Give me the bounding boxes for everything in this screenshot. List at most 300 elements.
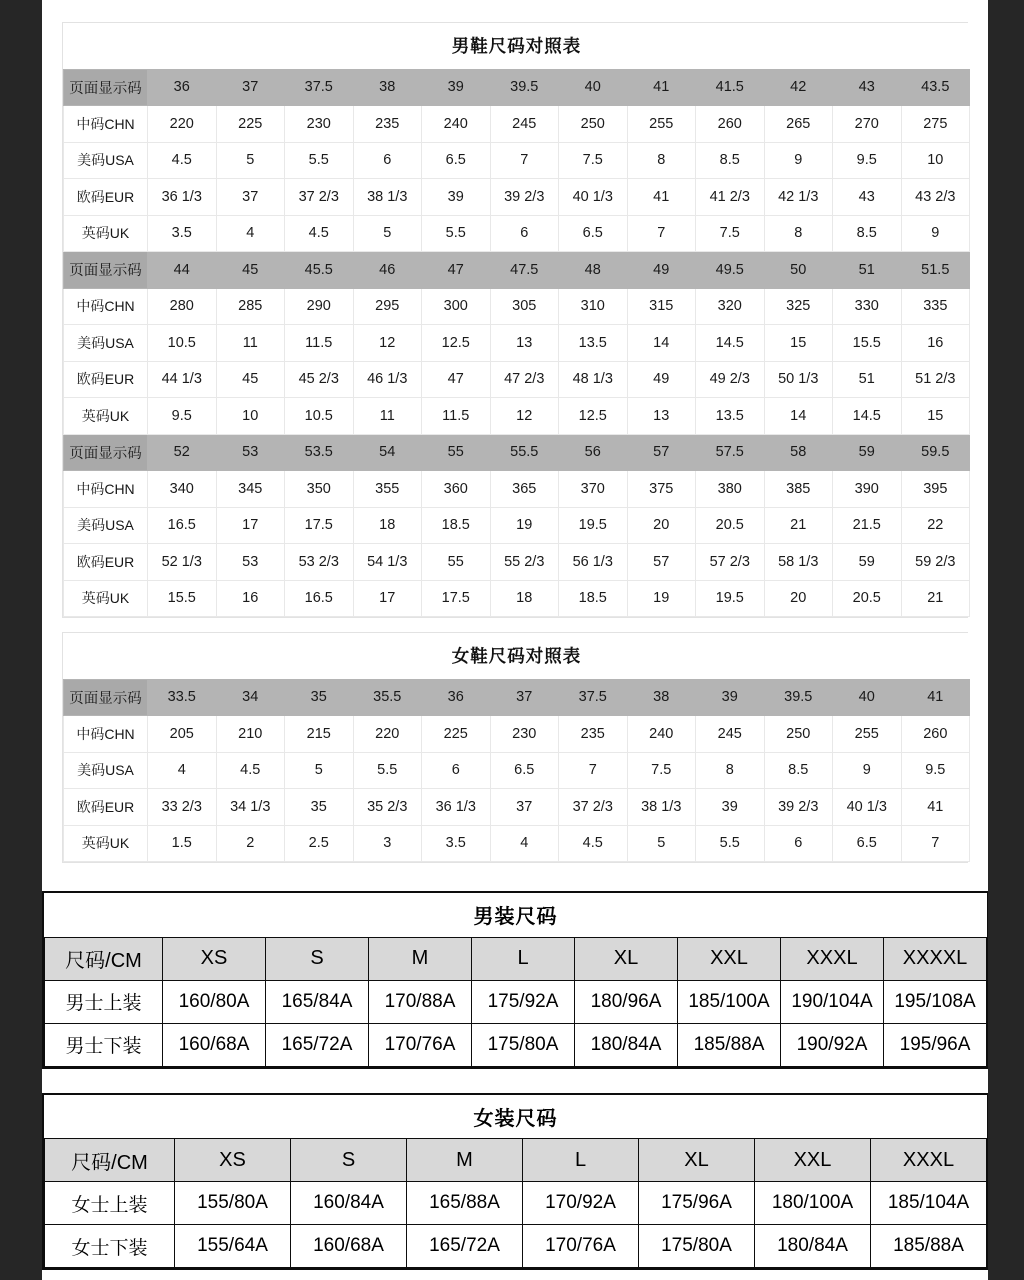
table-cell: 12.5: [422, 325, 491, 362]
table-cell: 53.5: [285, 434, 354, 471]
table-cell: 4.5: [285, 215, 354, 252]
table-cell: 370: [559, 471, 628, 508]
table-cell: 49.5: [696, 252, 765, 289]
table-cell: 49: [627, 361, 696, 398]
table-cell: 8.5: [696, 142, 765, 179]
table-cell: 46 1/3: [353, 361, 422, 398]
table-cell: 55 2/3: [490, 544, 559, 581]
size-header-cell: L: [523, 1139, 639, 1182]
table-cell: 175/80A: [639, 1225, 755, 1268]
table-cell: 11: [216, 325, 285, 362]
table-cell: 1.5: [148, 825, 217, 862]
table-cell: 36 1/3: [148, 179, 217, 216]
table-row: [64, 179, 970, 216]
table-cell: 18: [490, 580, 559, 617]
table-cell: 51: [833, 252, 902, 289]
row-label: 男士上装: [45, 980, 163, 1023]
table-cell: 17: [353, 580, 422, 617]
table-cell: 37.5: [559, 679, 628, 716]
size-header-cell: M: [369, 937, 472, 980]
table-cell: 19.5: [696, 580, 765, 617]
corner-label: 尺码/CM: [45, 937, 163, 980]
table-cell: 245: [490, 106, 559, 143]
table-cell: 41: [627, 69, 696, 106]
table-row: [64, 471, 970, 508]
table-cell: 44: [148, 252, 217, 289]
row-label: 中码CHN: [64, 288, 148, 325]
table-cell: 36: [148, 69, 217, 106]
table-row: [64, 288, 970, 325]
table-cell: 12: [490, 398, 559, 435]
table-cell: 10.5: [148, 325, 217, 362]
row-label: 女士上装: [45, 1182, 175, 1225]
table-cell: 41: [901, 679, 970, 716]
table-cell: 310: [559, 288, 628, 325]
table-cell: 53 2/3: [285, 544, 354, 581]
table-cell: 170/88A: [369, 980, 472, 1023]
table-cell: 2.5: [285, 825, 354, 862]
row-label: 页面显示码: [64, 434, 148, 471]
table-cell: 39 2/3: [764, 789, 833, 826]
table-row: [64, 325, 970, 362]
table-cell: 9: [764, 142, 833, 179]
table-row: [64, 252, 970, 289]
table-cell: 18.5: [422, 507, 491, 544]
table-cell: 35 2/3: [353, 789, 422, 826]
table-cell: 41.5: [696, 69, 765, 106]
table-cell: 45: [216, 252, 285, 289]
table-cell: 13: [490, 325, 559, 362]
table-cell: 7.5: [559, 142, 628, 179]
table-cell: 37: [216, 69, 285, 106]
table-row: [64, 716, 970, 753]
table-cell: 185/88A: [678, 1023, 781, 1066]
table-row: [64, 361, 970, 398]
size-chart-page: [42, 0, 988, 1280]
table-row: [64, 434, 970, 471]
table-cell: 180/96A: [575, 980, 678, 1023]
table-cell: 355: [353, 471, 422, 508]
table-cell: 47 2/3: [490, 361, 559, 398]
table-cell: 39: [696, 789, 765, 826]
table-cell: 3: [353, 825, 422, 862]
table-row: [45, 1023, 987, 1066]
table-row: [64, 679, 970, 716]
table-cell: 185/104A: [871, 1182, 987, 1225]
table-cell: 285: [216, 288, 285, 325]
table-cell: 5.5: [353, 752, 422, 789]
table-cell: 35: [285, 789, 354, 826]
table-cell: 37 2/3: [285, 179, 354, 216]
table-cell: 220: [353, 716, 422, 753]
table-header-row: [45, 1139, 987, 1182]
size-header-cell: XXXL: [871, 1139, 987, 1182]
table-cell: 47: [422, 361, 491, 398]
table-cell: 20: [764, 580, 833, 617]
table-cell: 21: [764, 507, 833, 544]
table-cell: 8: [696, 752, 765, 789]
table-cell: 5: [627, 825, 696, 862]
table-cell: 295: [353, 288, 422, 325]
table-cell: 14: [627, 325, 696, 362]
size-header-cell: XS: [175, 1139, 291, 1182]
table-cell: 56: [559, 434, 628, 471]
table-cell: 240: [627, 716, 696, 753]
table-cell: 21: [901, 580, 970, 617]
men-shoe-size-card: [62, 22, 968, 618]
table-row: [45, 1225, 987, 1268]
table-cell: 8: [764, 215, 833, 252]
table-cell: 34 1/3: [216, 789, 285, 826]
table-cell: 195/108A: [884, 980, 987, 1023]
table-row: [64, 142, 970, 179]
table-cell: 41: [901, 789, 970, 826]
table-cell: 57: [627, 544, 696, 581]
table-cell: 10: [216, 398, 285, 435]
size-header-cell: XL: [575, 937, 678, 980]
table-row: [64, 106, 970, 143]
table-cell: 7: [901, 825, 970, 862]
table-cell: 16: [901, 325, 970, 362]
table-cell: 33.5: [148, 679, 217, 716]
row-label: 美码USA: [64, 752, 148, 789]
table-cell: 190/104A: [781, 980, 884, 1023]
table-cell: 22: [901, 507, 970, 544]
table-cell: 14: [764, 398, 833, 435]
table-cell: 170/92A: [523, 1182, 639, 1225]
table-cell: 19: [627, 580, 696, 617]
row-label: 英码UK: [64, 825, 148, 862]
row-label: 英码UK: [64, 398, 148, 435]
row-label: 欧码EUR: [64, 179, 148, 216]
size-header-cell: XS: [163, 937, 266, 980]
table-cell: 39: [696, 679, 765, 716]
table-cell: 4: [216, 215, 285, 252]
table-cell: 38 1/3: [627, 789, 696, 826]
table-cell: 9: [833, 752, 902, 789]
table-cell: 16.5: [285, 580, 354, 617]
table-cell: 155/64A: [175, 1225, 291, 1268]
table-cell: 39: [422, 179, 491, 216]
table-cell: 43: [833, 179, 902, 216]
men-clothing-size-card: [42, 891, 988, 1069]
table-cell: 57.5: [696, 434, 765, 471]
table-cell: 12: [353, 325, 422, 362]
row-label: 美码USA: [64, 142, 148, 179]
table-cell: 59: [833, 434, 902, 471]
table-cell: 14.5: [696, 325, 765, 362]
table-cell: 20.5: [833, 580, 902, 617]
table-row: [64, 789, 970, 826]
table-cell: 330: [833, 288, 902, 325]
women-shoe-size-card: [62, 632, 968, 863]
table-cell: 7.5: [696, 215, 765, 252]
table-cell: 335: [901, 288, 970, 325]
row-label: 欧码EUR: [64, 544, 148, 581]
table-cell: 40 1/3: [559, 179, 628, 216]
table-cell: 170/76A: [369, 1023, 472, 1066]
table-cell: 39 2/3: [490, 179, 559, 216]
table-cell: 48: [559, 252, 628, 289]
table-cell: 58 1/3: [764, 544, 833, 581]
table-cell: 380: [696, 471, 765, 508]
table-cell: 185/100A: [678, 980, 781, 1023]
table-row: [45, 980, 987, 1023]
table-cell: 37: [490, 789, 559, 826]
size-header-cell: XXXL: [781, 937, 884, 980]
table-cell: 39: [422, 69, 491, 106]
table-cell: 180/84A: [755, 1225, 871, 1268]
table-cell: 59: [833, 544, 902, 581]
table-cell: 275: [901, 106, 970, 143]
row-label: 女士下装: [45, 1225, 175, 1268]
table-cell: 44 1/3: [148, 361, 217, 398]
table-cell: 21.5: [833, 507, 902, 544]
table-cell: 8.5: [833, 215, 902, 252]
table-cell: 38: [627, 679, 696, 716]
table-cell: 51 2/3: [901, 361, 970, 398]
table-cell: 340: [148, 471, 217, 508]
table-row: [64, 398, 970, 435]
row-label: 男士下装: [45, 1023, 163, 1066]
table-cell: 35: [285, 679, 354, 716]
table-cell: 9.5: [901, 752, 970, 789]
women_clothing-title-row: [45, 1095, 987, 1139]
row-label: 欧码EUR: [64, 361, 148, 398]
men_clothing-title: 男装尺码: [45, 893, 987, 937]
table-cell: 160/68A: [291, 1225, 407, 1268]
table-cell: 320: [696, 288, 765, 325]
table-cell: 240: [422, 106, 491, 143]
table-cell: 15: [901, 398, 970, 435]
table-cell: 53: [216, 544, 285, 581]
table-cell: 48 1/3: [559, 361, 628, 398]
table-cell: 165/72A: [407, 1225, 523, 1268]
row-label: 页面显示码: [64, 679, 148, 716]
table-cell: 7.5: [627, 752, 696, 789]
table-cell: 42: [764, 69, 833, 106]
table-cell: 165/72A: [266, 1023, 369, 1066]
table-cell: 205: [148, 716, 217, 753]
table-cell: 11.5: [285, 325, 354, 362]
table-cell: 225: [422, 716, 491, 753]
table-cell: 37.5: [285, 69, 354, 106]
table-cell: 385: [764, 471, 833, 508]
size-header-cell: S: [291, 1139, 407, 1182]
table-cell: 13: [627, 398, 696, 435]
table-cell: 3.5: [148, 215, 217, 252]
table-cell: 170/76A: [523, 1225, 639, 1268]
table-cell: 235: [353, 106, 422, 143]
table-cell: 175/96A: [639, 1182, 755, 1225]
table-cell: 225: [216, 106, 285, 143]
men-shoe-size-table: [63, 23, 970, 617]
table-cell: 33 2/3: [148, 789, 217, 826]
table-cell: 160/80A: [163, 980, 266, 1023]
table-cell: 6.5: [559, 215, 628, 252]
table-cell: 50: [764, 252, 833, 289]
table-cell: 54: [353, 434, 422, 471]
table-cell: 57: [627, 434, 696, 471]
table-cell: 7: [627, 215, 696, 252]
table-cell: 20: [627, 507, 696, 544]
table-row: [64, 825, 970, 862]
table-cell: 5: [216, 142, 285, 179]
table-cell: 55: [422, 544, 491, 581]
size-header-cell: XL: [639, 1139, 755, 1182]
women_shoe-title-row: [64, 633, 970, 679]
table-cell: 36 1/3: [422, 789, 491, 826]
table-cell: 390: [833, 471, 902, 508]
table-cell: 15.5: [148, 580, 217, 617]
table-cell: 52: [148, 434, 217, 471]
women_shoe-title: 女鞋尺码对照表: [64, 633, 970, 679]
table-cell: 6: [353, 142, 422, 179]
table-cell: 39.5: [764, 679, 833, 716]
table-cell: 9.5: [833, 142, 902, 179]
table-cell: 4.5: [559, 825, 628, 862]
table-cell: 350: [285, 471, 354, 508]
table-cell: 2: [216, 825, 285, 862]
table-cell: 41: [627, 179, 696, 216]
table-cell: 165/88A: [407, 1182, 523, 1225]
row-label: 美码USA: [64, 507, 148, 544]
table-cell: 38: [353, 69, 422, 106]
table-cell: 43: [833, 69, 902, 106]
table-cell: 6.5: [422, 142, 491, 179]
table-cell: 35.5: [353, 679, 422, 716]
table-cell: 20.5: [696, 507, 765, 544]
women-shoe-size-table: [63, 633, 970, 862]
table-cell: 40: [833, 679, 902, 716]
table-cell: 19.5: [559, 507, 628, 544]
table-cell: 5: [353, 215, 422, 252]
table-cell: 12.5: [559, 398, 628, 435]
table-cell: 59 2/3: [901, 544, 970, 581]
table-header-row: [45, 937, 987, 980]
table-cell: 11: [353, 398, 422, 435]
table-cell: 39.5: [490, 69, 559, 106]
table-cell: 315: [627, 288, 696, 325]
men-clothing-size-table: [44, 893, 987, 1067]
table-cell: 55.5: [490, 434, 559, 471]
table-cell: 305: [490, 288, 559, 325]
row-label: 中码CHN: [64, 106, 148, 143]
table-cell: 4: [148, 752, 217, 789]
table-cell: 18: [353, 507, 422, 544]
table-cell: 280: [148, 288, 217, 325]
table-cell: 15: [764, 325, 833, 362]
table-cell: 250: [559, 106, 628, 143]
table-cell: 175/80A: [472, 1023, 575, 1066]
size-header-cell: S: [266, 937, 369, 980]
table-cell: 235: [559, 716, 628, 753]
table-cell: 17.5: [285, 507, 354, 544]
table-cell: 165/84A: [266, 980, 369, 1023]
table-cell: 7: [490, 142, 559, 179]
table-cell: 19: [490, 507, 559, 544]
table-cell: 160/84A: [291, 1182, 407, 1225]
table-cell: 18.5: [559, 580, 628, 617]
men_shoe-title-row: [64, 23, 970, 69]
table-cell: 175/92A: [472, 980, 575, 1023]
row-label: 英码UK: [64, 580, 148, 617]
row-label: 页面显示码: [64, 252, 148, 289]
table-cell: 53: [216, 434, 285, 471]
table-cell: 43.5: [901, 69, 970, 106]
table-cell: 13.5: [559, 325, 628, 362]
table-cell: 45.5: [285, 252, 354, 289]
table-cell: 325: [764, 288, 833, 325]
table-row: [45, 1182, 987, 1225]
table-cell: 57 2/3: [696, 544, 765, 581]
table-row: [64, 215, 970, 252]
table-cell: 10: [901, 142, 970, 179]
table-cell: 6.5: [490, 752, 559, 789]
table-cell: 9.5: [148, 398, 217, 435]
table-cell: 245: [696, 716, 765, 753]
table-cell: 41 2/3: [696, 179, 765, 216]
table-cell: 3.5: [422, 825, 491, 862]
table-cell: 365: [490, 471, 559, 508]
table-cell: 43 2/3: [901, 179, 970, 216]
size-header-cell: XXL: [755, 1139, 871, 1182]
table-cell: 50 1/3: [764, 361, 833, 398]
table-cell: 185/88A: [871, 1225, 987, 1268]
table-row: [64, 752, 970, 789]
row-label: 美码USA: [64, 325, 148, 362]
table-cell: 270: [833, 106, 902, 143]
table-cell: 52 1/3: [148, 544, 217, 581]
table-cell: 56 1/3: [559, 544, 628, 581]
table-cell: 360: [422, 471, 491, 508]
row-label: 英码UK: [64, 215, 148, 252]
women-clothing-size-card: [42, 1093, 988, 1271]
table-cell: 36: [422, 679, 491, 716]
table-row: [64, 507, 970, 544]
table-cell: 47: [422, 252, 491, 289]
table-cell: 37 2/3: [559, 789, 628, 826]
table-cell: 38 1/3: [353, 179, 422, 216]
table-cell: 42 1/3: [764, 179, 833, 216]
table-cell: 59.5: [901, 434, 970, 471]
table-cell: 14.5: [833, 398, 902, 435]
row-label: 中码CHN: [64, 471, 148, 508]
table-row: [64, 544, 970, 581]
table-cell: 16: [216, 580, 285, 617]
table-cell: 260: [901, 716, 970, 753]
men_clothing-title-row: [45, 893, 987, 937]
table-cell: 49: [627, 252, 696, 289]
table-cell: 300: [422, 288, 491, 325]
table-cell: 4: [490, 825, 559, 862]
table-cell: 45 2/3: [285, 361, 354, 398]
corner-label: 尺码/CM: [45, 1139, 175, 1182]
table-cell: 51.5: [901, 252, 970, 289]
row-label: 页面显示码: [64, 69, 148, 106]
table-cell: 5.5: [696, 825, 765, 862]
table-cell: 17.5: [422, 580, 491, 617]
table-cell: 58: [764, 434, 833, 471]
table-cell: 54 1/3: [353, 544, 422, 581]
size-header-cell: XXL: [678, 937, 781, 980]
size-header-cell: XXXXL: [884, 937, 987, 980]
women_clothing-title: 女装尺码: [45, 1095, 987, 1139]
table-cell: 6: [490, 215, 559, 252]
table-cell: 230: [490, 716, 559, 753]
table-cell: 395: [901, 471, 970, 508]
table-cell: 8: [627, 142, 696, 179]
